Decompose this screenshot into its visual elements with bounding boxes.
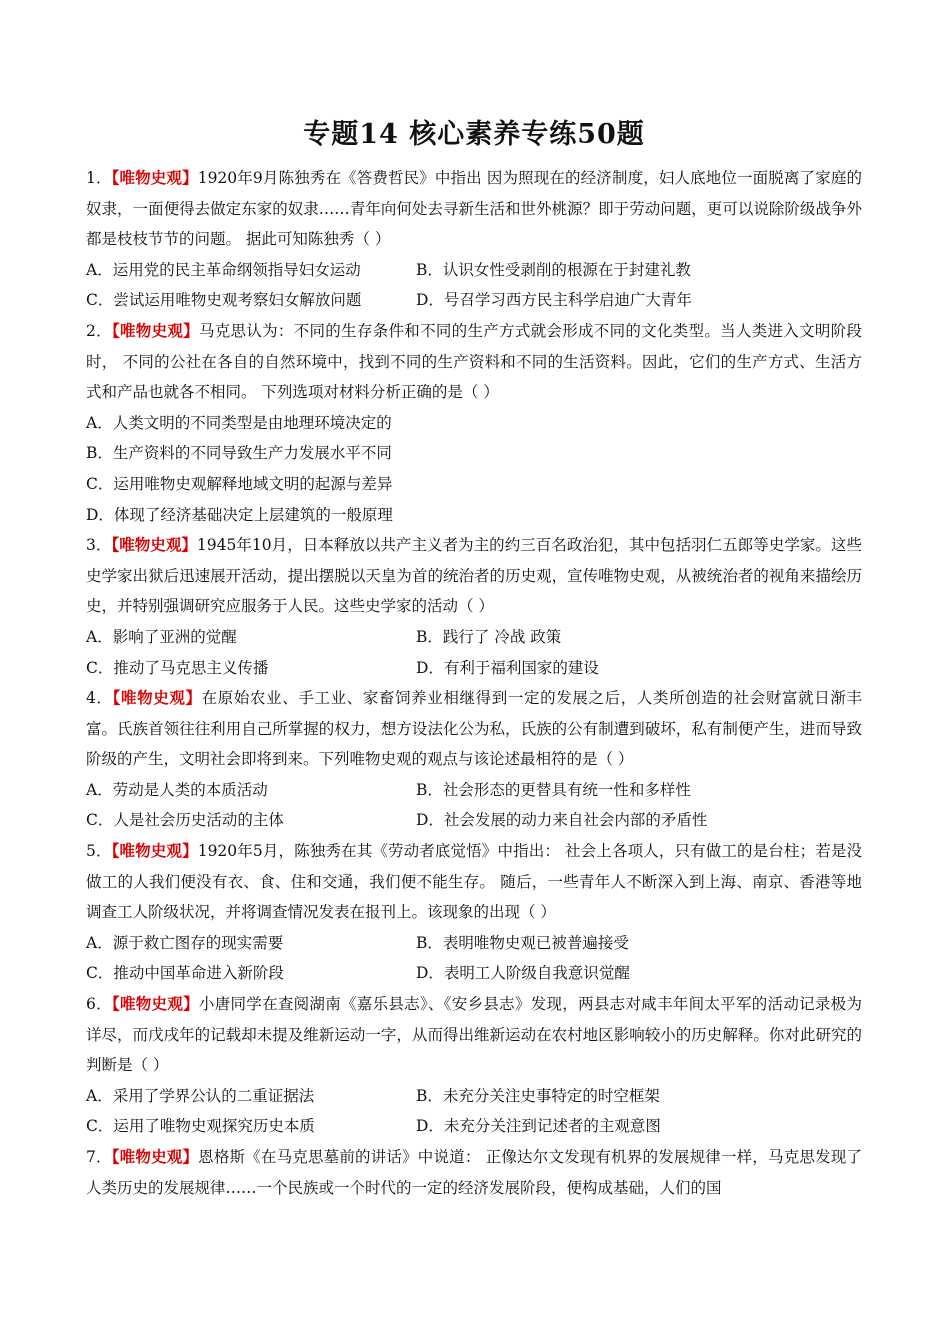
option-b: B．未充分关注史事特定的时空框架	[416, 1086, 660, 1105]
options-row	[86, 255, 862, 286]
question-3	[86, 530, 862, 622]
option-a: A．源于救亡图存的现实需要	[86, 933, 284, 952]
question-4	[86, 683, 862, 775]
question-text: 1945年10月，日本释放以共产主义者为主的约三百名政治犯，其中包括羽仁五郎等史学家。这些史学家出狱后迅速展开活动，提出摆脱以天皇为首的统治者的历史观，宣传唯物史观，从被统治者的视角来描绘历史，并特别强调研究应服务于人民。这些史学家的活动（ ）	[86, 536, 862, 616]
option-c: C．推动中国革命进入新阶段	[86, 964, 284, 983]
question-text: 马克思认为：不同的生存条件和不同的生产方式就会形成不同的文化类型。当人类进入文明阶段时， 不同的公社在各自的自然环境中，找到不同的生产资料和不同的生活资料。因此，它们的生产方式、生活方式和产品也就各不相同。 下列选项对材料分析正确的是（ ）	[86, 321, 862, 402]
option-a: A．人类文明的不同类型是由地理环境决定的	[86, 413, 392, 432]
option-b: B．表明唯物史观已被普遍接受	[416, 933, 629, 952]
option-d: D．表明工人阶级自我意识觉醒	[416, 964, 630, 983]
option-a: A．运用党的民主革命纲领指导妇女运动	[86, 260, 361, 279]
question-6	[86, 989, 862, 1081]
options-list	[86, 408, 862, 530]
category-tag: 【唯物史观】	[111, 320, 199, 340]
options-row	[86, 653, 862, 684]
option-c: C．人是社会历史活动的主体	[86, 811, 284, 830]
option-c: C．推动了马克思主义传播	[86, 658, 269, 677]
option-c: C．运用了唯物史观探究历史本质	[86, 1117, 315, 1136]
category-tag: 【唯物史观】	[111, 994, 199, 1014]
category-tag: 【唯物史观】	[111, 168, 198, 187]
category-tag: 【唯物史观】	[111, 1147, 199, 1166]
question-number: 7．	[86, 1148, 112, 1166]
option-d: D．未充分关注到记述者的主观意图	[416, 1117, 661, 1136]
question-text: 小唐同学在查阅湖南《嘉乐县志》、《安乡县志》发现，两县志对咸丰年间太平军的活动记录极为详尽，而戊戌年的记载却未提及维新运动一字，从而得出维新运动在农村地区影响较小的历史解释。你对此研究的判断是（ ）	[86, 995, 862, 1075]
page-title: 专题14 核心素养专练50题	[303, 119, 645, 150]
option-a: A．采用了学界公认的二重证据法	[86, 1086, 315, 1105]
option-a: A．影响了亚洲的觉醒	[86, 627, 237, 646]
question-text: 恩格斯《在马克思墓前的讲话》中说道： 正像达尔文发现有机界的发展规律一样，马克思发现了人类历史的发展规律……一个民族或一个时代的一定的经济发展阶段，便构成基础，人们的国	[86, 1148, 862, 1197]
question-2	[86, 316, 862, 408]
options-row	[86, 1111, 862, 1142]
option-b: B．认识女性受剥削的根源在于封建礼教	[416, 260, 691, 279]
question-5	[86, 836, 862, 928]
category-tag: 【唯物史观】	[111, 841, 198, 861]
option-b: B．社会形态的更替具有统一性和多样性	[416, 780, 691, 799]
options-row	[86, 958, 862, 989]
option-d: D．号召学习西方民主科学启迪广大青年	[416, 291, 692, 310]
option-b: B．生产资料的不同导致生产力发展水平不同	[86, 444, 392, 463]
question-number: 5．	[86, 842, 112, 861]
options-row	[86, 1081, 862, 1112]
document-page	[86, 112, 862, 1203]
question-number: 3．	[86, 536, 112, 555]
option-d: D．社会发展的动力来自社会内部的矛盾性	[416, 811, 708, 830]
question-number: 1．	[86, 169, 112, 187]
options-row	[86, 928, 862, 959]
question-number: 6．	[86, 995, 112, 1014]
question-number: 2．	[86, 321, 112, 340]
question-text: 1920年9月陈独秀在《答费哲民》中指出 因为照现在的经济制度，妇人底地位一面脱离了家庭的奴隶，一面便得去做定东家的奴隶……青年向何处去寻新生活和世外桃源？即于劳动问题，更可以说除阶级战争外都是枝枝节节的问题。 据此可知陈独秀（ ）	[86, 169, 862, 249]
option-c: C．运用唯物史观解释地域文明的起源与差异	[86, 474, 393, 493]
category-tag: 【唯物史观】	[111, 535, 197, 555]
option-d: D．体现了经济基础决定上层建筑的一般原理	[86, 505, 393, 524]
question-7	[86, 1142, 862, 1203]
option-b: B．践行了 冷战 政策	[416, 627, 562, 646]
question-text: 在原始农业、手工业、家畜饲养业相继得到一定的发展之后，人类所创造的社会财富就日渐丰富。氏族首领往往利用自己所掌握的权力，想方设法化公为私，氏族的公有制遭到破坏，私有制便产生，进而导致阶级的产生，文明社会即将到来。下列唯物史观的观点与该论述最相符的是（ ）	[86, 689, 862, 769]
question-text: 1920年5月，陈独秀在其《劳动者底觉悟》中指出： 社会上各项人，只有做工的是台柱；若是没做工的人我们便没有衣、食、住和交通，我们便不能生存。 随后，一些青年人不断深入到上海、南京、香港等地调查工人阶级状况，并将调查情况发表在报刊上。该现象的出现（ ）	[86, 842, 862, 922]
options-row	[86, 285, 862, 316]
question-1	[86, 163, 862, 255]
category-tag: 【唯物史观】	[112, 688, 202, 708]
option-c: C．尝试运用唯物史观考察妇女解放问题	[86, 291, 362, 310]
options-row	[86, 805, 862, 836]
options-row	[86, 775, 862, 806]
option-a: A．劳动是人类的本质活动	[86, 780, 268, 799]
option-d: D．有利于福利国家的建设	[416, 658, 599, 677]
options-row	[86, 622, 862, 653]
question-number: 4．	[86, 689, 113, 708]
